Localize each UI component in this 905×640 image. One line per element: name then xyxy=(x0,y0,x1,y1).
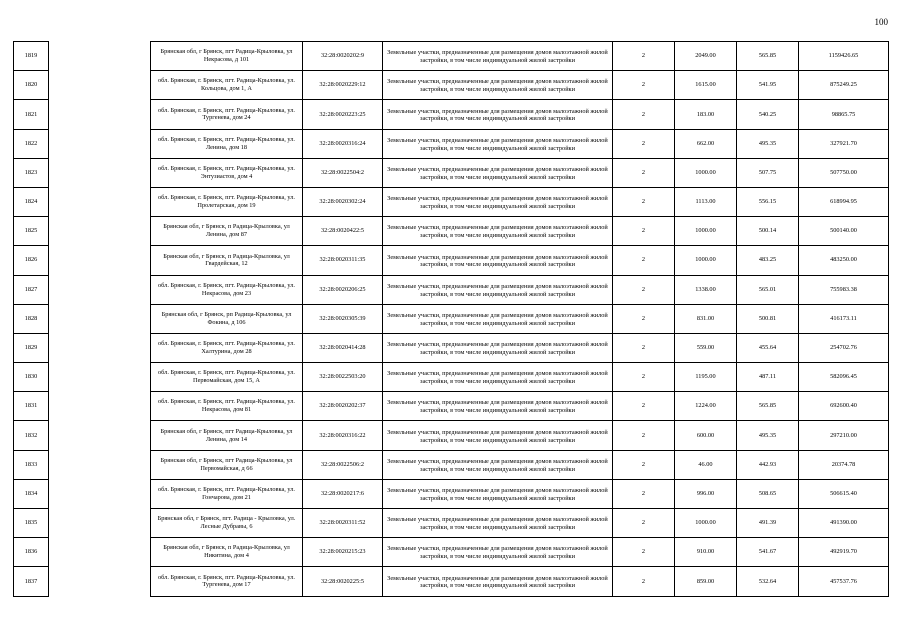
group-cell: 2 xyxy=(613,71,675,100)
table-row xyxy=(14,450,889,479)
table-row xyxy=(14,363,889,392)
land-use-cell: Земельные участки, предназначенные для размещения домов малоэтажной жилой застройки, в том числе индивидуальной жилой застройки xyxy=(383,567,613,596)
row-number-cell: 1837 xyxy=(14,567,49,596)
land-use-cell: Земельные участки, предназначенные для размещения домов малоэтажной жилой застройки, в том числе индивидуальной жилой застройки xyxy=(383,304,613,333)
cadastral-number-cell: 32:28:0020302:24 xyxy=(303,187,383,216)
group-cell: 2 xyxy=(613,42,675,71)
cadastral-number-cell: 32:28:0020422:5 xyxy=(303,217,383,246)
land-use-cell: Земельные участки, предназначенные для размещения домов малоэтажной жилой застройки, в том числе индивидуальной жилой застройки xyxy=(383,538,613,567)
gap-cell xyxy=(49,567,151,596)
table-row xyxy=(14,100,889,129)
area-cell: 1000.00 xyxy=(675,509,737,538)
group-cell: 2 xyxy=(613,363,675,392)
area-cell: 1000.00 xyxy=(675,217,737,246)
row-number-cell: 1822 xyxy=(14,129,49,158)
cadastral-value-cell: 254702.76 xyxy=(799,333,889,362)
specific-value-cell: 565.01 xyxy=(737,275,799,304)
specific-value-cell: 532.64 xyxy=(737,567,799,596)
area-cell: 559.00 xyxy=(675,333,737,362)
row-number-cell: 1827 xyxy=(14,275,49,304)
land-use-cell: Земельные участки, предназначенные для размещения домов малоэтажной жилой застройки, в том числе индивидуальной жилой застройки xyxy=(383,158,613,187)
cadastral-number-cell: 32:28:0022506:2 xyxy=(303,450,383,479)
gap-cell xyxy=(49,392,151,421)
area-cell: 1615.00 xyxy=(675,71,737,100)
cadastral-number-cell: 32:28:0020206:25 xyxy=(303,275,383,304)
cadastral-number-cell: 32:28:0020202:9 xyxy=(303,42,383,71)
specific-value-cell: 483.25 xyxy=(737,246,799,275)
cadastral-number-cell: 32:28:0020215:23 xyxy=(303,538,383,567)
table-body xyxy=(14,42,889,597)
gap-cell xyxy=(49,187,151,216)
table-row xyxy=(14,42,889,71)
cadastral-value-cell: 492919.70 xyxy=(799,538,889,567)
cadastral-number-cell: 32:28:0020202:37 xyxy=(303,392,383,421)
land-use-cell: Земельные участки, предназначенные для размещения домов малоэтажной жилой застройки, в том числе индивидуальной жилой застройки xyxy=(383,363,613,392)
land-use-cell: Земельные участки, предназначенные для размещения домов малоэтажной жилой застройки, в том числе индивидуальной жилой застройки xyxy=(383,421,613,450)
row-number-cell: 1835 xyxy=(14,509,49,538)
table-row xyxy=(14,304,889,333)
row-number-cell: 1832 xyxy=(14,421,49,450)
table-row xyxy=(14,509,889,538)
gap-cell xyxy=(49,333,151,362)
row-number-cell: 1824 xyxy=(14,187,49,216)
area-cell: 1113.00 xyxy=(675,187,737,216)
area-cell: 2049.00 xyxy=(675,42,737,71)
land-use-cell: Земельные участки, предназначенные для размещения домов малоэтажной жилой застройки, в том числе индивидуальной жилой застройки xyxy=(383,100,613,129)
table-row xyxy=(14,158,889,187)
address-cell: обл. Брянская, г. Брянск, пгт. Радица-Крыловка, ул. Первомайская, дом 15, А xyxy=(151,363,303,392)
cadastral-value-cell: 297210.00 xyxy=(799,421,889,450)
gap-cell xyxy=(49,129,151,158)
address-cell: Брянская обл, г Брянск, пгт Радица-Крыловка, ул Ленина, дом 14 xyxy=(151,421,303,450)
group-cell: 2 xyxy=(613,158,675,187)
cadastral-number-cell: 32:28:0020217:6 xyxy=(303,479,383,508)
group-cell: 2 xyxy=(613,129,675,158)
specific-value-cell: 442.93 xyxy=(737,450,799,479)
specific-value-cell: 541.95 xyxy=(737,71,799,100)
specific-value-cell: 541.67 xyxy=(737,538,799,567)
area-cell: 1000.00 xyxy=(675,158,737,187)
table-row xyxy=(14,187,889,216)
gap-cell xyxy=(49,450,151,479)
table-row xyxy=(14,538,889,567)
group-cell: 2 xyxy=(613,246,675,275)
gap-cell xyxy=(49,100,151,129)
address-cell: обл. Брянская, г. Брянск, пгт. Радица-Крыловка, ул. Пролетарская, дом 19 xyxy=(151,187,303,216)
area-cell: 1338.00 xyxy=(675,275,737,304)
area-cell: 996.00 xyxy=(675,479,737,508)
address-cell: Брянская обл, г Брянск, пгт Радица-Крыловка, ул Некрасова, д 101 xyxy=(151,42,303,71)
address-cell: обл. Брянская, г. Брянск, пгт. Радица-Крыловка, ул. Некрасова, дом 23 xyxy=(151,275,303,304)
specific-value-cell: 487.11 xyxy=(737,363,799,392)
group-cell: 2 xyxy=(613,187,675,216)
cadastral-value-cell: 98865.75 xyxy=(799,100,889,129)
land-use-cell: Земельные участки, предназначенные для размещения домов малоэтажной жилой застройки, в том числе индивидуальной жилой застройки xyxy=(383,246,613,275)
cadastral-number-cell: 32:28:0020223:25 xyxy=(303,100,383,129)
cadastral-value-cell: 327921.70 xyxy=(799,129,889,158)
row-number-cell: 1825 xyxy=(14,217,49,246)
group-cell: 2 xyxy=(613,100,675,129)
group-cell: 2 xyxy=(613,421,675,450)
cadastral-value-cell: 416173.11 xyxy=(799,304,889,333)
cadastral-value-cell: 507750.00 xyxy=(799,158,889,187)
cadastral-value-cell: 483250.00 xyxy=(799,246,889,275)
row-number-cell: 1834 xyxy=(14,479,49,508)
cadastral-number-cell: 32:28:0020225:5 xyxy=(303,567,383,596)
table-row xyxy=(14,421,889,450)
land-use-cell: Земельные участки, предназначенные для размещения домов малоэтажной жилой застройки, в том числе индивидуальной жилой застройки xyxy=(383,129,613,158)
address-cell: Брянская обл, г Брянск, п Радица-Крыловка, ул Никитина, дом 4 xyxy=(151,538,303,567)
address-cell: обл. Брянская, г. Брянск, пгт. Радица-Крыловка, ул. Тургенева, дом 24 xyxy=(151,100,303,129)
gap-cell xyxy=(49,71,151,100)
area-cell: 183.00 xyxy=(675,100,737,129)
group-cell: 2 xyxy=(613,333,675,362)
area-cell: 662.00 xyxy=(675,129,737,158)
area-cell: 1224.00 xyxy=(675,392,737,421)
cadastral-number-cell: 32:28:0022503:20 xyxy=(303,363,383,392)
row-number-cell: 1826 xyxy=(14,246,49,275)
land-use-cell: Земельные участки, предназначенные для размещения домов малоэтажной жилой застройки, в том числе индивидуальной жилой застройки xyxy=(383,479,613,508)
table-row xyxy=(14,392,889,421)
table-row xyxy=(14,275,889,304)
area-cell: 859.00 xyxy=(675,567,737,596)
address-cell: Брянская обл, г Брянск, п Радица-Крыловка, ул Ленина, дом 87 xyxy=(151,217,303,246)
gap-cell xyxy=(49,421,151,450)
row-number-cell: 1836 xyxy=(14,538,49,567)
cadastral-value-cell: 582096.45 xyxy=(799,363,889,392)
cadastral-number-cell: 32:28:0022504:2 xyxy=(303,158,383,187)
cadastral-value-cell: 875249.25 xyxy=(799,71,889,100)
cadastral-value-cell: 491390.00 xyxy=(799,509,889,538)
cadastral-value-cell: 457537.76 xyxy=(799,567,889,596)
row-number-cell: 1831 xyxy=(14,392,49,421)
area-cell: 1195.00 xyxy=(675,363,737,392)
gap-cell xyxy=(49,363,151,392)
group-cell: 2 xyxy=(613,304,675,333)
table-row xyxy=(14,479,889,508)
group-cell: 2 xyxy=(613,567,675,596)
land-use-cell: Земельные участки, предназначенные для размещения домов малоэтажной жилой застройки, в том числе индивидуальной жилой застройки xyxy=(383,71,613,100)
table-row xyxy=(14,217,889,246)
cadastral-number-cell: 32:28:0020305:39 xyxy=(303,304,383,333)
specific-value-cell: 500.81 xyxy=(737,304,799,333)
specific-value-cell: 508.65 xyxy=(737,479,799,508)
group-cell: 2 xyxy=(613,509,675,538)
row-number-cell: 1833 xyxy=(14,450,49,479)
land-use-cell: Земельные участки, предназначенные для размещения домов малоэтажной жилой застройки, в том числе индивидуальной жилой застройки xyxy=(383,187,613,216)
group-cell: 2 xyxy=(613,450,675,479)
address-cell: обл. Брянская, г. Брянск, пгт. Радица-Крыловка, ул. Ленина, дом 18 xyxy=(151,129,303,158)
land-use-cell: Земельные участки, предназначенные для размещения домов малоэтажной жилой застройки, в том числе индивидуальной жилой застройки xyxy=(383,217,613,246)
gap-cell xyxy=(49,42,151,71)
group-cell: 2 xyxy=(613,479,675,508)
group-cell: 2 xyxy=(613,275,675,304)
gap-cell xyxy=(49,275,151,304)
cadastral-number-cell: 32:28:0020414:28 xyxy=(303,333,383,362)
specific-value-cell: 495.35 xyxy=(737,421,799,450)
table-row xyxy=(14,71,889,100)
gap-cell xyxy=(49,479,151,508)
specific-value-cell: 565.85 xyxy=(737,392,799,421)
address-cell: обл. Брянская, г. Брянск, пгт. Радица-Крыловка, ул. Кольцова, дом 1, А xyxy=(151,71,303,100)
table-row xyxy=(14,129,889,158)
cadastral-value-cell: 1159426.65 xyxy=(799,42,889,71)
specific-value-cell: 455.64 xyxy=(737,333,799,362)
group-cell: 2 xyxy=(613,392,675,421)
address-cell: обл. Брянская, г. Брянск, пгт. Радица-Крыловка, ул. Гончарова, дом 21 xyxy=(151,479,303,508)
cadastral-value-cell: 20374.78 xyxy=(799,450,889,479)
cadastral-number-cell: 32:28:0020311:35 xyxy=(303,246,383,275)
row-number-cell: 1821 xyxy=(14,100,49,129)
address-cell: Брянская обл, г Брянск, рп Радица-Крыловка, ул Фокина, д 106 xyxy=(151,304,303,333)
specific-value-cell: 507.75 xyxy=(737,158,799,187)
land-use-cell: Земельные участки, предназначенные для размещения домов малоэтажной жилой застройки, в том числе индивидуальной жилой застройки xyxy=(383,450,613,479)
address-cell: обл. Брянская, г. Брянск, пгт. Радица-Крыловка, ул. Некрасова, дом 81 xyxy=(151,392,303,421)
cadastral-number-cell: 32:28:0020229:12 xyxy=(303,71,383,100)
cadastral-value-table xyxy=(13,41,889,597)
gap-cell xyxy=(49,246,151,275)
gap-cell xyxy=(49,509,151,538)
address-cell: обл. Брянская, г. Брянск, пгт. Радица-Крыловка, ул. Халтурина, дом 28 xyxy=(151,333,303,362)
area-cell: 910.00 xyxy=(675,538,737,567)
row-number-cell: 1820 xyxy=(14,71,49,100)
row-number-cell: 1828 xyxy=(14,304,49,333)
cadastral-value-cell: 500140.00 xyxy=(799,217,889,246)
row-number-cell: 1823 xyxy=(14,158,49,187)
specific-value-cell: 491.39 xyxy=(737,509,799,538)
group-cell: 2 xyxy=(613,217,675,246)
area-cell: 1000.00 xyxy=(675,246,737,275)
cadastral-number-cell: 32:28:0020311:52 xyxy=(303,509,383,538)
address-cell: Брянская обл, г Брянск, п Радица-Крыловка, ул Гвардейская, 12 xyxy=(151,246,303,275)
land-use-cell: Земельные участки, предназначенные для размещения домов малоэтажной жилой застройки, в том числе индивидуальной жилой застройки xyxy=(383,275,613,304)
row-number-cell: 1819 xyxy=(14,42,49,71)
specific-value-cell: 500.14 xyxy=(737,217,799,246)
address-cell: Брянская обл, г Брянск, пгт Радица-Крыловка, ул Первомайская, д 66 xyxy=(151,450,303,479)
gap-cell xyxy=(49,304,151,333)
address-cell: Брянская обл, г Брянск, пгт. Радица - Крыловка, ул. Лесные Дубравы, 6 xyxy=(151,509,303,538)
land-use-cell: Земельные участки, предназначенные для размещения домов малоэтажной жилой застройки, в том числе индивидуальной жилой застройки xyxy=(383,392,613,421)
area-cell: 46.00 xyxy=(675,450,737,479)
cadastral-value-cell: 618994.95 xyxy=(799,187,889,216)
land-use-cell: Земельные участки, предназначенные для размещения домов малоэтажной жилой застройки, в том числе индивидуальной жилой застройки xyxy=(383,42,613,71)
gap-cell xyxy=(49,158,151,187)
area-cell: 831.00 xyxy=(675,304,737,333)
specific-value-cell: 565.85 xyxy=(737,42,799,71)
cadastral-value-cell: 506615.40 xyxy=(799,479,889,508)
address-cell: обл. Брянская, г. Брянск, пгт. Радица-Крыловка, ул. Тургенева, дом 17 xyxy=(151,567,303,596)
cadastral-number-cell: 32:28:0020316:22 xyxy=(303,421,383,450)
specific-value-cell: 540.25 xyxy=(737,100,799,129)
land-use-cell: Земельные участки, предназначенные для размещения домов малоэтажной жилой застройки, в том числе индивидуальной жилой застройки xyxy=(383,333,613,362)
area-cell: 600.00 xyxy=(675,421,737,450)
row-number-cell: 1829 xyxy=(14,333,49,362)
table-row xyxy=(14,333,889,362)
page-number: 100 xyxy=(874,17,888,27)
specific-value-cell: 556.15 xyxy=(737,187,799,216)
group-cell: 2 xyxy=(613,538,675,567)
gap-cell xyxy=(49,217,151,246)
address-cell: обл. Брянская, г. Брянск, пгт. Радица-Крыловка, ул. Энтузиастов, дом 4 xyxy=(151,158,303,187)
land-use-cell: Земельные участки, предназначенные для размещения домов малоэтажной жилой застройки, в том числе индивидуальной жилой застройки xyxy=(383,509,613,538)
gap-cell xyxy=(49,538,151,567)
table-row xyxy=(14,246,889,275)
cadastral-value-cell: 692600.40 xyxy=(799,392,889,421)
cadastral-number-cell: 32:28:0020316:24 xyxy=(303,129,383,158)
specific-value-cell: 495.35 xyxy=(737,129,799,158)
cadastral-value-cell: 755983.38 xyxy=(799,275,889,304)
row-number-cell: 1830 xyxy=(14,363,49,392)
table-row xyxy=(14,567,889,596)
